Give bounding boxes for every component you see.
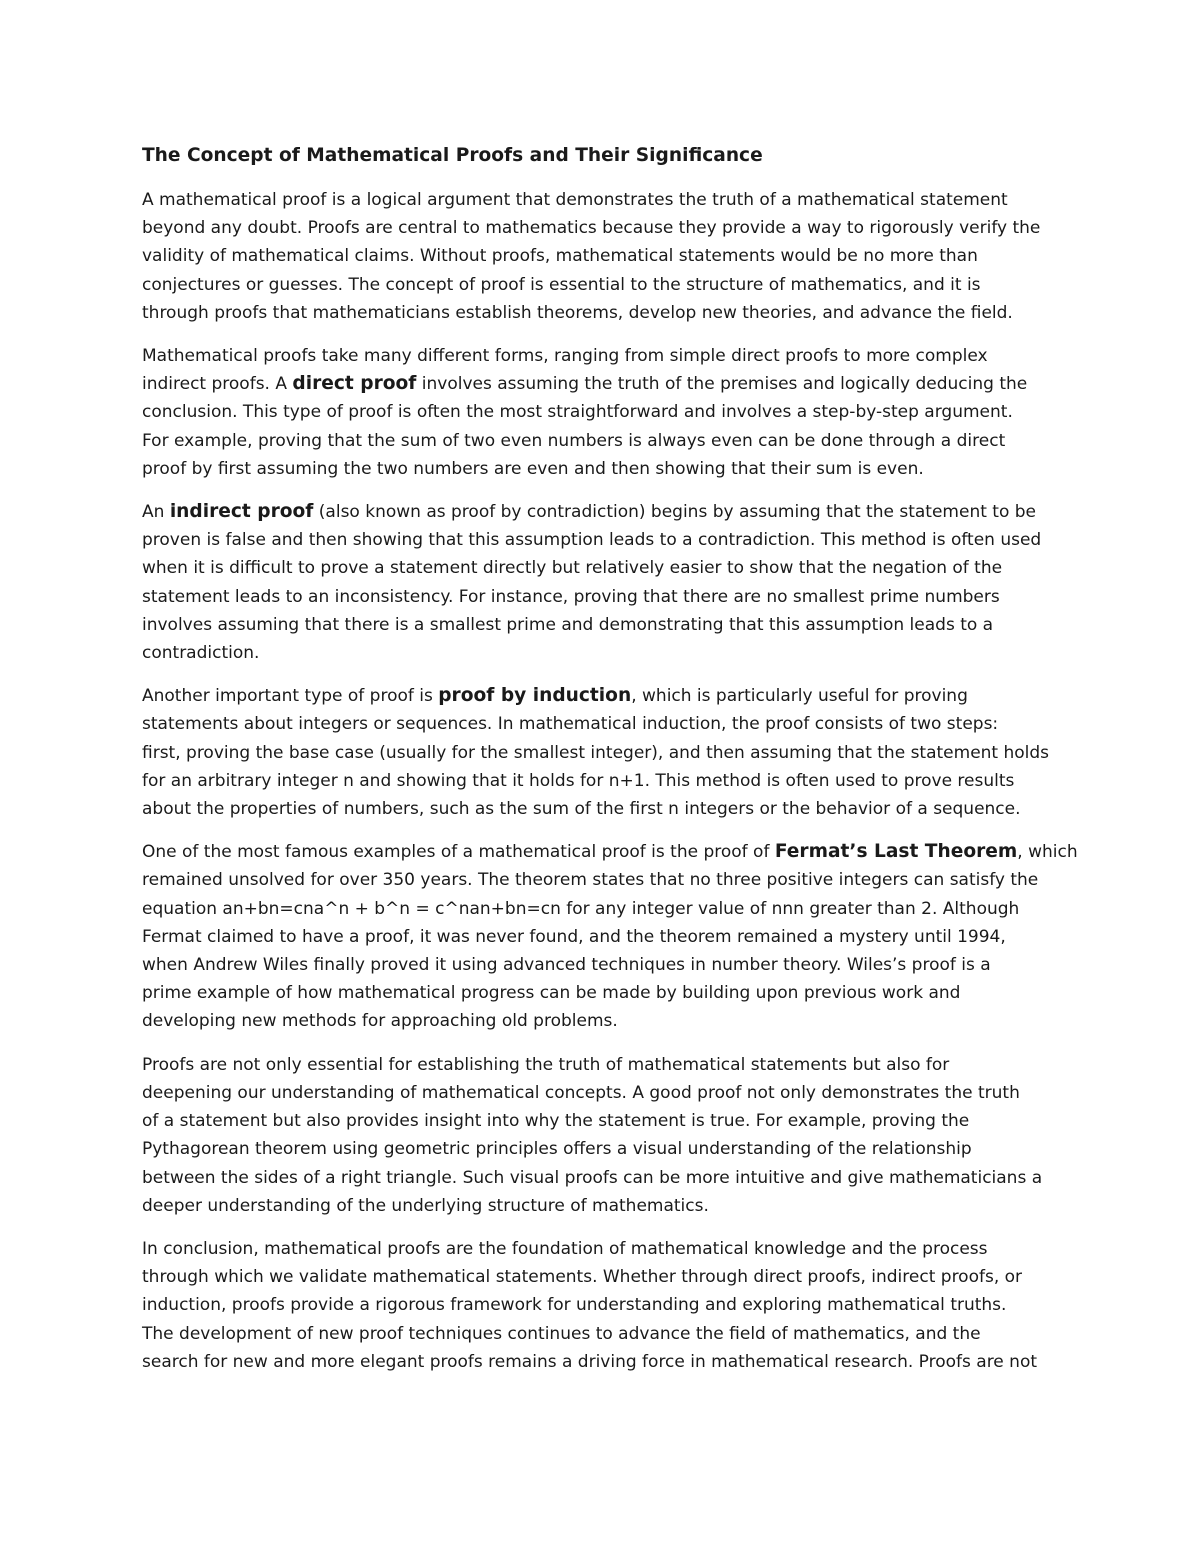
text-run: first, proving the base case (usually for the smallest integer), and then assuming that the statement holds	[142, 742, 1050, 763]
text-line	[142, 554, 1062, 582]
text-run: for an arbitrary integer n and showing that it holds for n+1. This method is often used to prove results	[142, 770, 1015, 791]
text-line	[142, 767, 1062, 795]
text-line	[142, 923, 1062, 951]
text-line	[142, 639, 1062, 667]
document-body	[142, 142, 1078, 1391]
text-run: about the properties of numbers, such as the sum of the first n integers or the behavior of a sequence.	[142, 799, 1021, 820]
text-run: An	[142, 502, 170, 523]
text-run: conjectures or guesses. The concept of proof is essential to the structure of mathematics, and it is	[142, 274, 981, 295]
text-line	[142, 370, 1062, 398]
text-run: equation an+bn=cna^n + b^n = c^nan+bn=cn for any integer value of nnn greater than 2. Although	[142, 898, 1020, 919]
text-line	[142, 427, 1062, 455]
text-line	[142, 979, 1062, 1007]
text-run: involves assuming that there is a smallest prime and demonstrating that this assumption leads to a	[142, 614, 994, 635]
text-line	[142, 455, 1062, 483]
text-line	[142, 299, 1062, 327]
text-run: between the sides of a right triangle. Such visual proofs can be more intuitive and give mathematicians a	[142, 1167, 1043, 1188]
text-line	[142, 1007, 1062, 1035]
text-line	[142, 710, 1062, 738]
paragraph	[142, 1235, 1062, 1376]
text-line	[142, 1164, 1062, 1192]
text-line	[142, 214, 1062, 242]
text-run: (also known as proof by contradiction) begins by assuming that the statement to be	[313, 502, 1037, 523]
bold-term: proof by induction	[438, 685, 632, 707]
text-run: deeper understanding of the underlying structure of mathematics.	[142, 1195, 709, 1216]
text-line	[142, 1192, 1062, 1220]
text-line	[142, 951, 1062, 979]
text-run: involves assuming the truth of the premises and logically deducing the	[416, 374, 1028, 395]
paragraph	[142, 1051, 1062, 1220]
text-line	[142, 1235, 1062, 1263]
text-run: contradiction.	[142, 643, 260, 664]
text-line	[142, 1348, 1062, 1376]
text-line	[142, 1263, 1062, 1291]
text-line	[142, 795, 1062, 823]
text-line	[142, 271, 1062, 299]
paragraph	[142, 682, 1062, 823]
text-run: through which we validate mathematical statements. Whether through direct proofs, indirect proofs, or	[142, 1267, 1023, 1288]
text-run: beyond any doubt. Proofs are central to mathematics because they provide a way to rigorously verify the	[142, 218, 1041, 239]
text-run: proven is false and then showing that this assumption leads to a contradiction. This method is often used	[142, 530, 1042, 551]
text-run: Pythagorean theorem using geometric principles offers a visual understanding of the relationship	[142, 1139, 972, 1160]
text-line	[142, 739, 1062, 767]
paragraph-list	[142, 186, 1078, 1376]
text-line	[142, 242, 1062, 270]
text-run: validity of mathematical claims. Without proofs, mathematical statements would be no more than	[142, 246, 978, 267]
text-run: For example, proving that the sum of two even numbers is always even can be done through a direct	[142, 430, 1006, 451]
text-run: of a statement but also provides insight into why the statement is true. For example, proving the	[142, 1111, 970, 1132]
text-run: Another important type of proof is	[142, 686, 439, 707]
text-run: In conclusion, mathematical proofs are the foundation of mathematical knowledge and the process	[142, 1238, 988, 1259]
text-run: statement leads to an inconsistency. For instance, proving that there are no smallest prime numbers	[142, 586, 1000, 607]
bold-term: indirect proof	[169, 501, 314, 523]
text-run: statements about integers or sequences. In mathematical induction, the proof consists of two steps:	[142, 714, 999, 735]
text-line	[142, 583, 1062, 611]
text-run: , which	[1017, 842, 1078, 863]
text-run: indirect proofs. A	[142, 374, 293, 395]
text-line	[142, 1051, 1062, 1079]
text-line	[142, 1079, 1062, 1107]
text-line	[142, 895, 1062, 923]
text-line	[142, 1107, 1062, 1135]
bold-term: direct proof	[292, 373, 417, 395]
text-line	[142, 398, 1062, 426]
text-run: search for new and more elegant proofs remains a driving force in mathematical research. Proofs are not	[142, 1351, 1038, 1372]
text-line	[142, 1291, 1062, 1319]
text-run: , which is particularly useful for proving	[631, 686, 968, 707]
text-run: Fermat claimed to have a proof, it was never found, and the theorem remained a mystery until 1994,	[142, 926, 1006, 947]
paragraph	[142, 838, 1078, 1035]
text-line	[142, 498, 1062, 526]
text-line	[142, 526, 1062, 554]
paragraph	[142, 342, 1062, 483]
text-run: developing new methods for approaching old problems.	[142, 1011, 618, 1032]
text-run: through proofs that mathematicians establish theorems, develop new theories, and advance the field.	[142, 302, 1013, 323]
text-line	[142, 866, 1062, 894]
text-run: The development of new proof techniques continues to advance the field of mathematics, and the	[142, 1323, 981, 1344]
text-line	[142, 1320, 1062, 1348]
text-run: A mathematical proof is a logical argument that demonstrates the truth of a mathematical statement	[142, 190, 1008, 210]
text-run: induction, proofs provide a rigorous framework for understanding and exploring mathematical truths.	[142, 1295, 1007, 1316]
bold-term: Fermat’s Last Theorem	[774, 841, 1018, 863]
paragraph	[142, 186, 1062, 327]
text-run: deepening our understanding of mathematical concepts. A good proof not only demonstrates the truth	[142, 1082, 1020, 1103]
text-run: Mathematical proofs take many different forms, ranging from simple direct proofs to more complex	[142, 346, 988, 367]
text-run: conclusion. This type of proof is often the most straightforward and involves a step-by-step argument.	[142, 402, 1013, 423]
text-run: prime example of how mathematical progress can be made by building upon previous work and	[142, 983, 961, 1004]
text-run: Proofs are not only essential for establishing the truth of mathematical statements but also for	[142, 1054, 950, 1075]
text-line	[142, 611, 1062, 639]
text-run: when it is difficult to prove a statement directly but relatively easier to show that the negation of the	[142, 558, 1003, 579]
text-run: when Andrew Wiles finally proved it using advanced techniques in number theory. Wiles’s proof is a	[142, 955, 991, 976]
text-run: One of the most famous examples of a mathematical proof is the proof of	[142, 842, 775, 863]
text-line	[142, 1135, 1062, 1163]
text-run: remained unsolved for over 350 years. The theorem states that no three positive integers can satisfy the	[142, 870, 1039, 891]
paragraph	[142, 498, 1062, 667]
text-line	[142, 838, 1078, 866]
text-line	[142, 186, 1062, 214]
text-line	[142, 682, 1062, 710]
text-line	[142, 342, 1062, 370]
text-run: proof by first assuming the two numbers are even and then showing that their sum is even.	[142, 458, 924, 479]
document-title: The Concept of Mathematical Proofs and Their Significance	[142, 145, 763, 166]
